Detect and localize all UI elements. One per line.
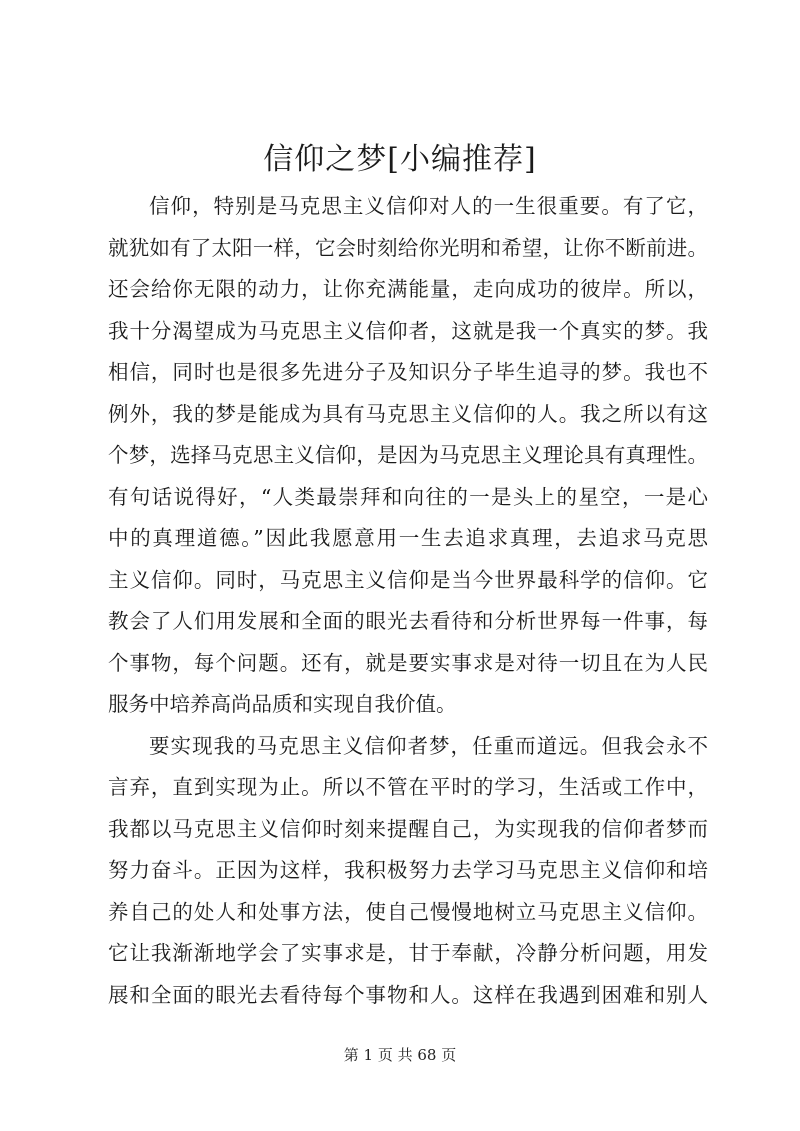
body-text [108, 186, 708, 1016]
text-line: 养自己的处人和处事方法，使自己慢慢地树立马克思主义信仰。 [108, 899, 708, 924]
page-title: 信仰之梦[小编推荐] [263, 142, 537, 177]
text-line: 我都以马克思主义信仰时刻来提醒自己，为实现我的信仰者梦而 [108, 816, 708, 841]
text-line: 言弃，直到实现为止。所以不管在平时的学习，生活或工作中， [108, 775, 708, 799]
text-line: 个事物，每个问题。还有，就是要实事求是对待一切且在为人民 [108, 650, 708, 675]
text-line: 它让我渐渐地学会了实事求是，甘于奉献，冷静分析问题，用发 [108, 941, 708, 965]
text-line: 有句话说得好，“人类最崇拜和向往的一是头上的星空，一是心 [108, 484, 708, 509]
text-line: 我十分渴望成为马克思主义信仰者，这就是我一个真实的梦。我 [108, 318, 708, 343]
text-line: 要实现我的马克思主义信仰者梦，任重而道远。但我会永不 [149, 733, 708, 758]
text-line: 例外，我的梦是能成为具有马克思主义信仰的人。我之所以有这 [108, 401, 708, 426]
text-line: 信仰，特别是马克思主义信仰对人的一生很重要。有了它， [149, 194, 708, 218]
text-line: 主义信仰。同时，马克思主义信仰是当今世界最科学的信仰。它 [108, 567, 708, 592]
text-line: 努力奋斗。正因为这样，我积极努力去学习马克思主义信仰和培 [108, 858, 708, 882]
text-line: 相信，同时也是很多先进分子及知识分子毕生追寻的梦。我也不 [108, 360, 708, 384]
text-line: 教会了人们用发展和全面的眼光去看待和分析世界每一件事，每 [108, 609, 708, 633]
text-line: 中的真理道德。”因此我愿意用一生去追求真理，去追求马克思 [108, 526, 708, 550]
text-line: 就犹如有了太阳一样，它会时刻给你光明和希望，让你不断前进。 [108, 235, 708, 260]
text-line: 展和全面的眼光去看待每个事物和人。这样在我遇到困难和别人 [108, 982, 708, 1007]
text-line: 个梦，选择马克思主义信仰，是因为马克思主义理论具有真理性。 [108, 443, 708, 467]
text-line: 还会给你无限的动力，让你充满能量，走向成功的彼岸。所以， [108, 277, 708, 301]
page-footer: 第 1 页 共 68 页 [343, 1046, 457, 1064]
text-line: 服务中培养高尚品质和实现自我价值。 [108, 692, 457, 716]
